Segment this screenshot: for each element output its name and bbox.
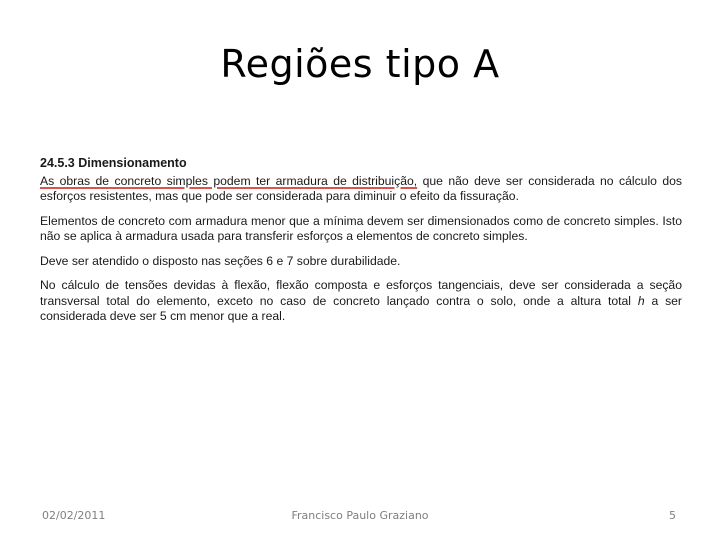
footer-author: Francisco Paulo Graziano — [291, 509, 429, 522]
paragraph-1-rest: que não deve ser considerada no cálculo dos esforços resistentes, mas que pode ser considerada para diminuir o efeito da fissuração. — [40, 173, 682, 203]
variable-h: h — [637, 293, 645, 308]
paragraph-2: Elementos de concreto com armadura menor que a mínima devem ser dimensionados como de concreto simples. Isto não se aplica à armadura usada para transferir esforços a elementos de concreto simples. — [40, 213, 682, 243]
paragraph-4-start: No cálculo de tensões devidas à flexão, flexão composta e esforços tangenciais, deve ser considerada a seção transversal total do elemento, exceto no caso de concreto lançado contra o solo, onde a altura total — [40, 278, 682, 308]
paragraph-4-end: a ser considerada deve ser 5 cm menor que a real. — [40, 293, 682, 323]
footer-date: 02/02/2011 — [42, 509, 106, 522]
underlined-phrase: As obras de concreto simples podem ter armadura de distribuição, — [40, 173, 418, 188]
paragraph-1 — [40, 174, 682, 205]
section-heading: 24.5.3 Dimensionamento — [40, 156, 187, 170]
slide-title: Regiões tipo A — [220, 42, 500, 86]
footer-page-number: 5 — [669, 509, 676, 522]
document-excerpt — [40, 156, 682, 334]
paragraph-4 — [40, 278, 682, 325]
paragraph-3: Deve ser atendido o disposto nas seções 6 e 7 sobre durabilidade. — [40, 253, 401, 268]
